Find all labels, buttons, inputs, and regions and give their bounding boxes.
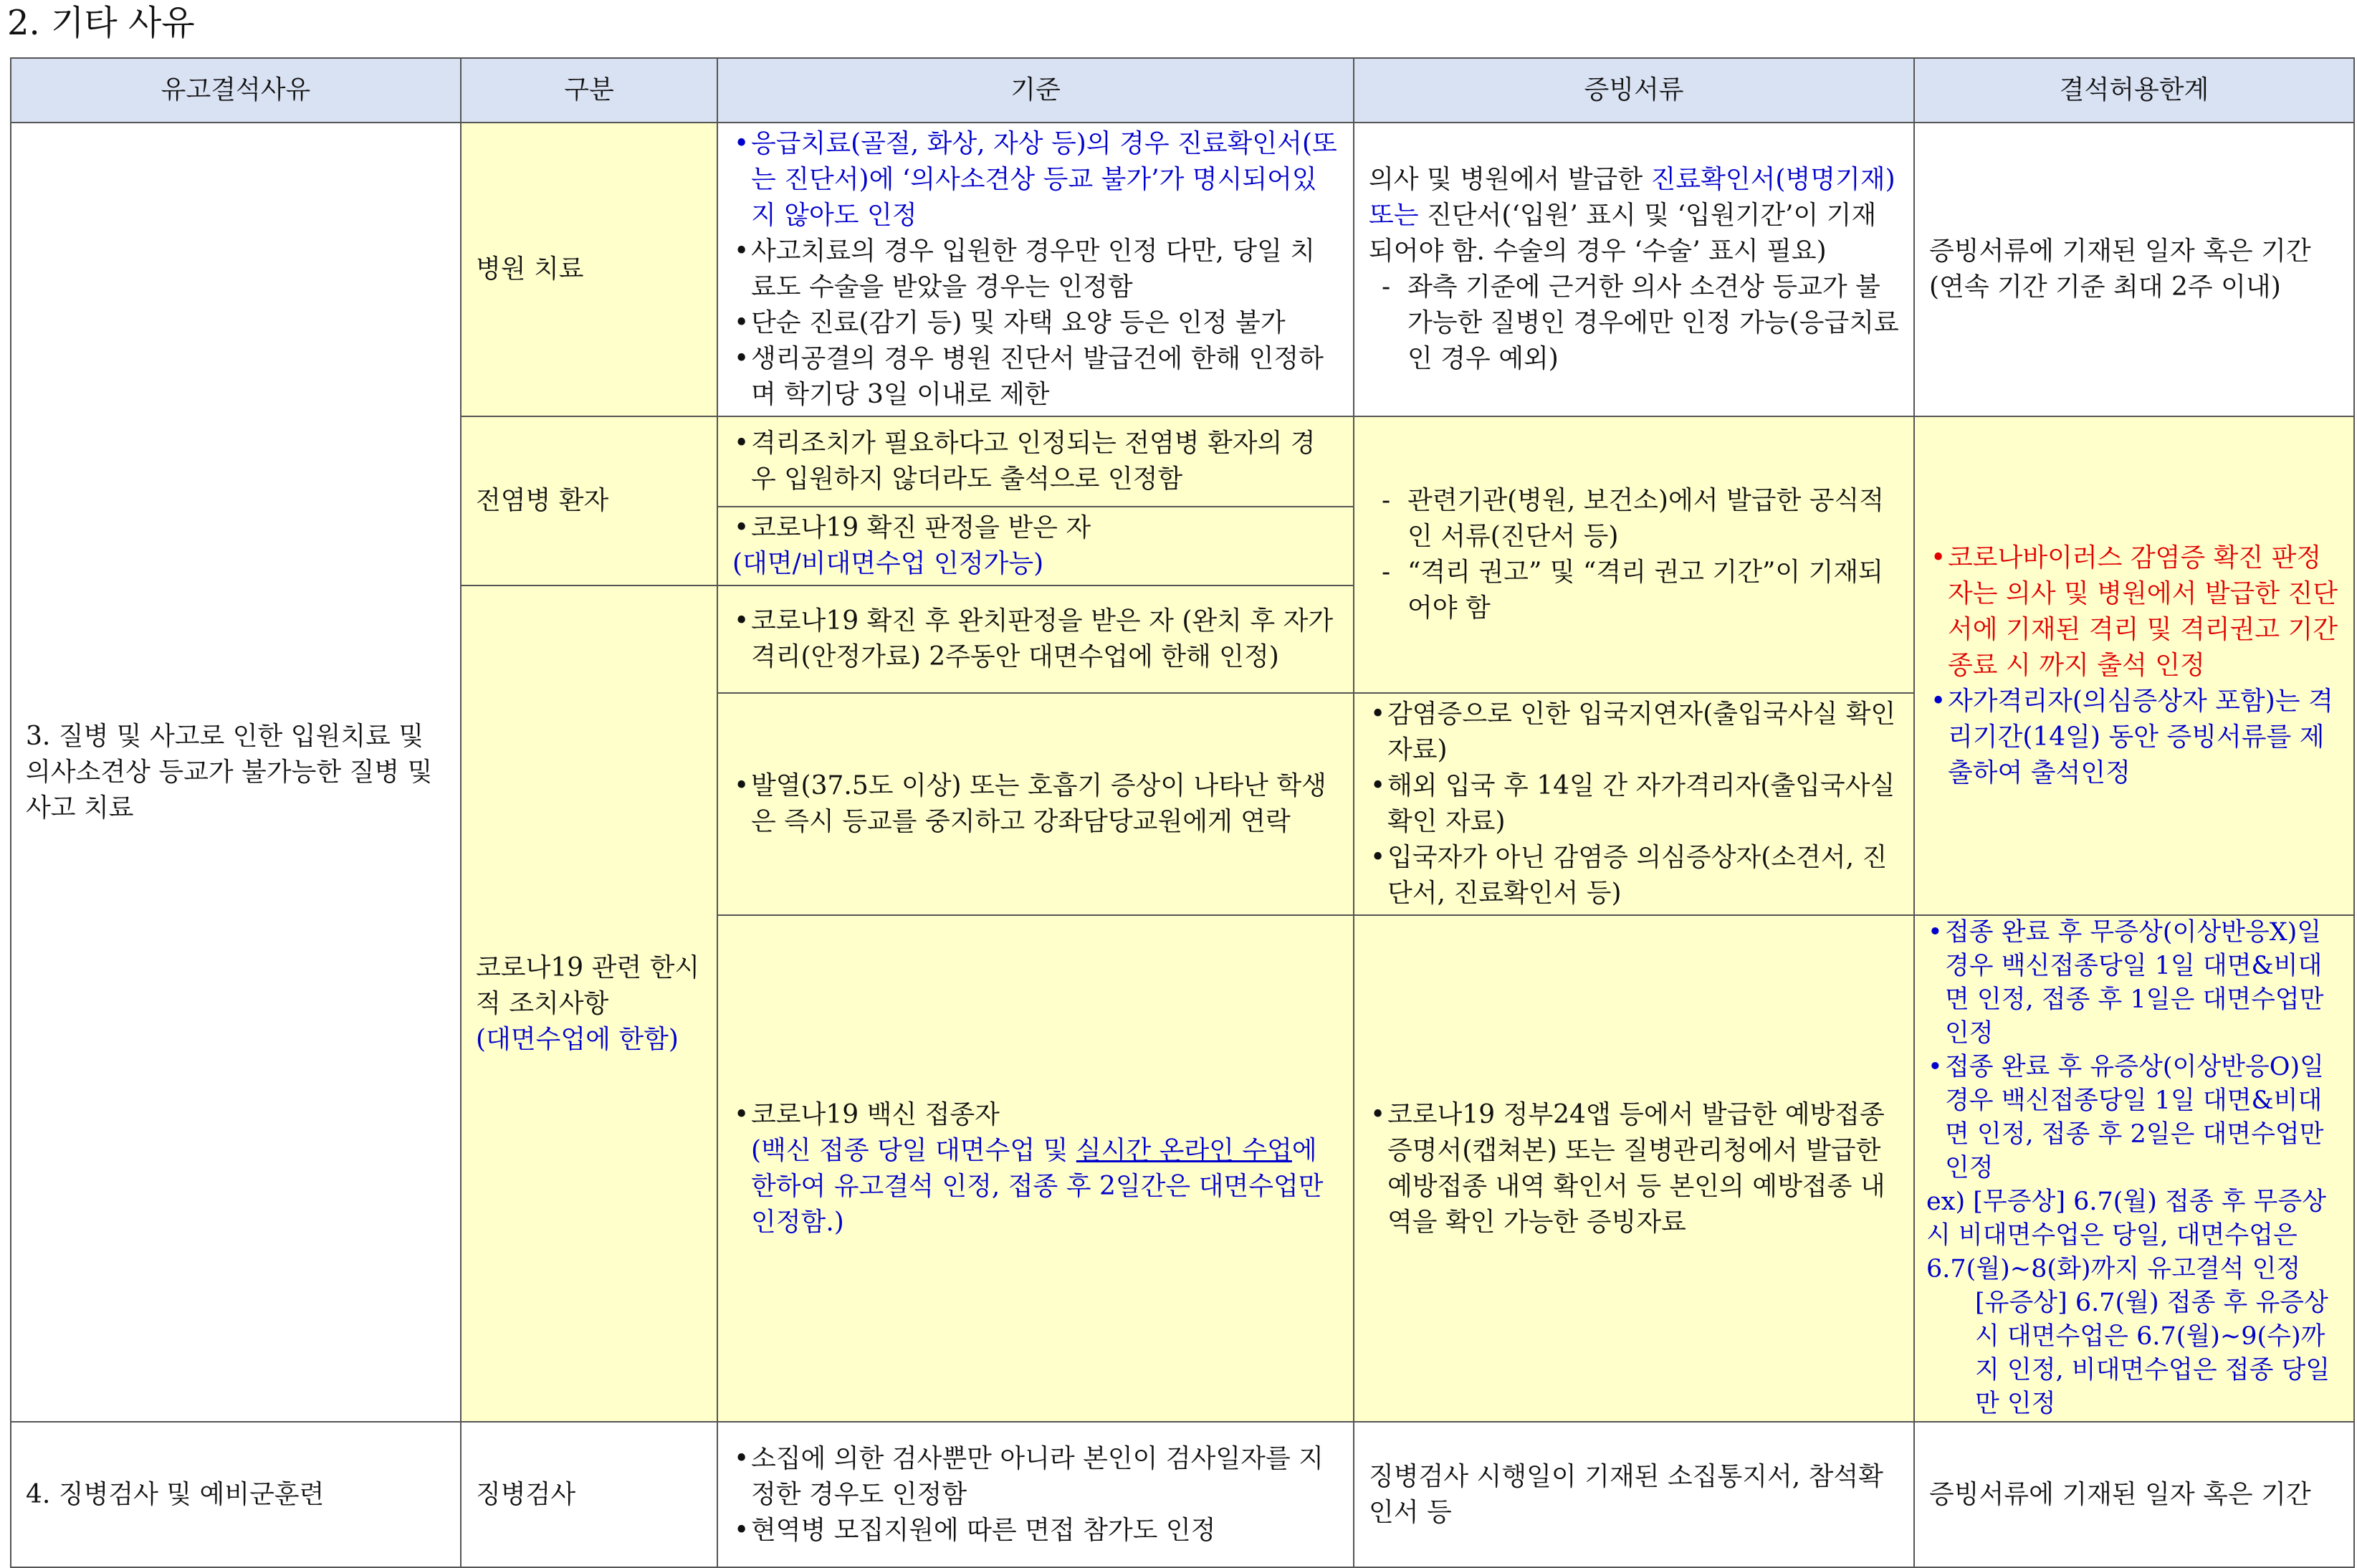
evidence-item: • 감염증으로 인한 입국지연자(출입국사실 확인 자료) [1369,697,1899,768]
header-row [11,58,2354,123]
limit-hospital: 증빙서류에 기재된 일자 혹은 기간 (연속 기간 기준 최대 2주 이내) [1914,123,2354,416]
absence-table [10,57,2355,1568]
limit-item: • 접종 완료 후 무증상(이상반응X)일 경우 백신접종당일 1일 대면&비대면 인정, 접종 후 1일은 대면수업만 인정 [1926,916,2342,1051]
criteria-infectious-2: • 코로나19 확진 판정을 받은 자 (대면/비대면수업 인정가능) [717,507,1354,585]
evidence-hospital: 의사 및 병원에서 발급한 진료확인서(병명기재) 또는 진단서(‘입원’ 표시 및 ‘입원기간’이 기재되어야 함. 수술의 경우 ‘수술’ 표시 필요) - 좌측 기준에 근거한 의사 소견상 등교가 불가능한 질병인 경우에만 인정 가능(응급치료인 경우 예외) [1354,123,1914,416]
criteria-infectious-1: • 격리조치가 필요하다고 인정되는 전염병 환자의 경우 입원하지 않더라도 출석으로 인정함 [717,416,1354,507]
evidence-covid-vaccine: • 코로나19 정부24앱 등에서 발급한 예방접종증명서(캡쳐본) 또는 질병관리청에서 발급한 예방접종 내역 확인서 등 본인의 예방접종 내역을 확인 가능한 증빙자료 [1354,915,1914,1422]
criteria-item: • 현역병 모집지원에 따른 면접 참가도 인정 [732,1513,1339,1549]
limit-military: 증빙서류에 기재된 일자 혹은 기간 [1914,1422,2354,1567]
reason-illness: 3. 질병 및 사고로 인한 입원치료 및 의사소견상 등교가 불가능한 질병 및 사고 치료 [11,123,461,1422]
criteria-item: • 응급치료(골절, 화상, 자상 등)의 경우 진료확인서(또는 진단서)에 ‘의사소견상 등교 불가’가 명시되어있지 않아도 인정 [732,126,1339,234]
evidence-item: • 해외 입국 후 14일 간 자가격리자(출입국사실 확인 자료) [1369,768,1899,840]
evidence-item: • 입국자가 아닌 감염증 의심증상자(소견서, 진단서, 진료확인서 등) [1369,840,1899,912]
header-category: 구분 [461,58,717,123]
table-row [11,123,2354,416]
reason-military: 4. 징병검사 및 예비군훈련 [11,1422,461,1567]
criteria-item: • 소집에 의한 검사뿐만 아니라 본인이 검사일자를 지정한 경우도 인정함 [732,1441,1339,1513]
limit-infectious [1914,416,2354,915]
limit-example: ex) [무증상] 6.7(월) 접종 후 무증상 시 비대면수업은 당일, 대면수업은 6.7(월)~8(화)까지 유고결석 인정 [1926,1187,2327,1283]
limit-item: • 코로나바이러스 감염증 확진 판정자는 의사 및 병원에서 발급한 진단서에 기재된 격리 및 격리권고 기간 종료 시 까지 출석 인정 [1929,540,2339,684]
evidence-covid-fever [1354,693,1914,915]
section-heading: 2. 기타 사유 [7,3,195,43]
evidence-note: - 좌측 기준에 근거한 의사 소견상 등교가 불가능한 질병인 경우에만 인정 가능(응급치료인 경우 예외) [1369,269,1899,377]
category-hospital: 병원 치료 [461,123,717,416]
criteria-covid-recovered: • 코로나19 확진 후 완치판정을 받은 자 (완치 후 자가격리(안정가료) 2주동안 대면수업에 한해 인정) [717,585,1354,693]
header-reason: 유고결석사유 [11,58,461,123]
evidence-infectious: - 관련기관(병원, 보건소)에서 발급한 공식적인 서류(진단서 등) - “격리 권고” 및 “격리 권고 기간”이 기재되어야 함 [1354,416,1914,693]
category-covid: 코로나19 관련 한시적 조치사항 (대면수업에 한함) [461,585,717,1422]
criteria-covid-vaccine: • 코로나19 백신 접종자 (백신 접종 당일 대면수업 및 실시간 온라인 수업에 한하여 유고결석 인정, 접종 후 2일간은 대면수업만 인정함.) [717,915,1354,1422]
limit-item: • 접종 완료 후 유증상(이상반응O)일 경우 백신접종당일 1일 대면&비대면 인정, 접종 후 2일은 대면수업만 인정 [1926,1051,2342,1185]
evidence-military: 징병검사 시행일이 기재된 소집통지서, 참석확인서 등 [1354,1422,1914,1567]
limit-example: [유증상] 6.7(월) 접종 후 유증상 시 대면수업은 6.7(월)~9(수)까지 인정, 비대면수업은 접종 당일만 인정 [1975,1289,2330,1418]
criteria-item: • 생리공결의 경우 병원 진단서 발급건에 한해 인정하며 학기당 3일 이내로 제한 [732,341,1339,413]
header-criteria: 기준 [717,58,1354,123]
limit-covid-vaccine [1914,915,2354,1422]
category-military: 징병검사 [461,1422,717,1567]
criteria-item: • 사고치료의 경우 입원한 경우만 인정 다만, 당일 치료도 수술을 받았을 경우는 인정함 [732,234,1339,305]
header-limit: 결석허용한계 [1914,58,2354,123]
criteria-item: • 단순 진료(감기 등) 및 자택 요양 등은 인정 불가 [732,305,1339,341]
criteria-covid-fever: • 발열(37.5도 이상) 또는 호흡기 증상이 나타난 학생은 즉시 등교를 중지하고 강좌담당교원에게 연락 [717,693,1354,915]
criteria-military [717,1422,1354,1567]
category-infectious: 전염병 환자 [461,416,717,585]
header-evidence: 증빙서류 [1354,58,1914,123]
table-row [11,1422,2354,1567]
limit-item: • 자가격리자(의심증상자 포함)는 격리기간(14일) 동안 증빙서류를 제출하여 출석인정 [1929,684,2339,791]
criteria-hospital [717,123,1354,416]
